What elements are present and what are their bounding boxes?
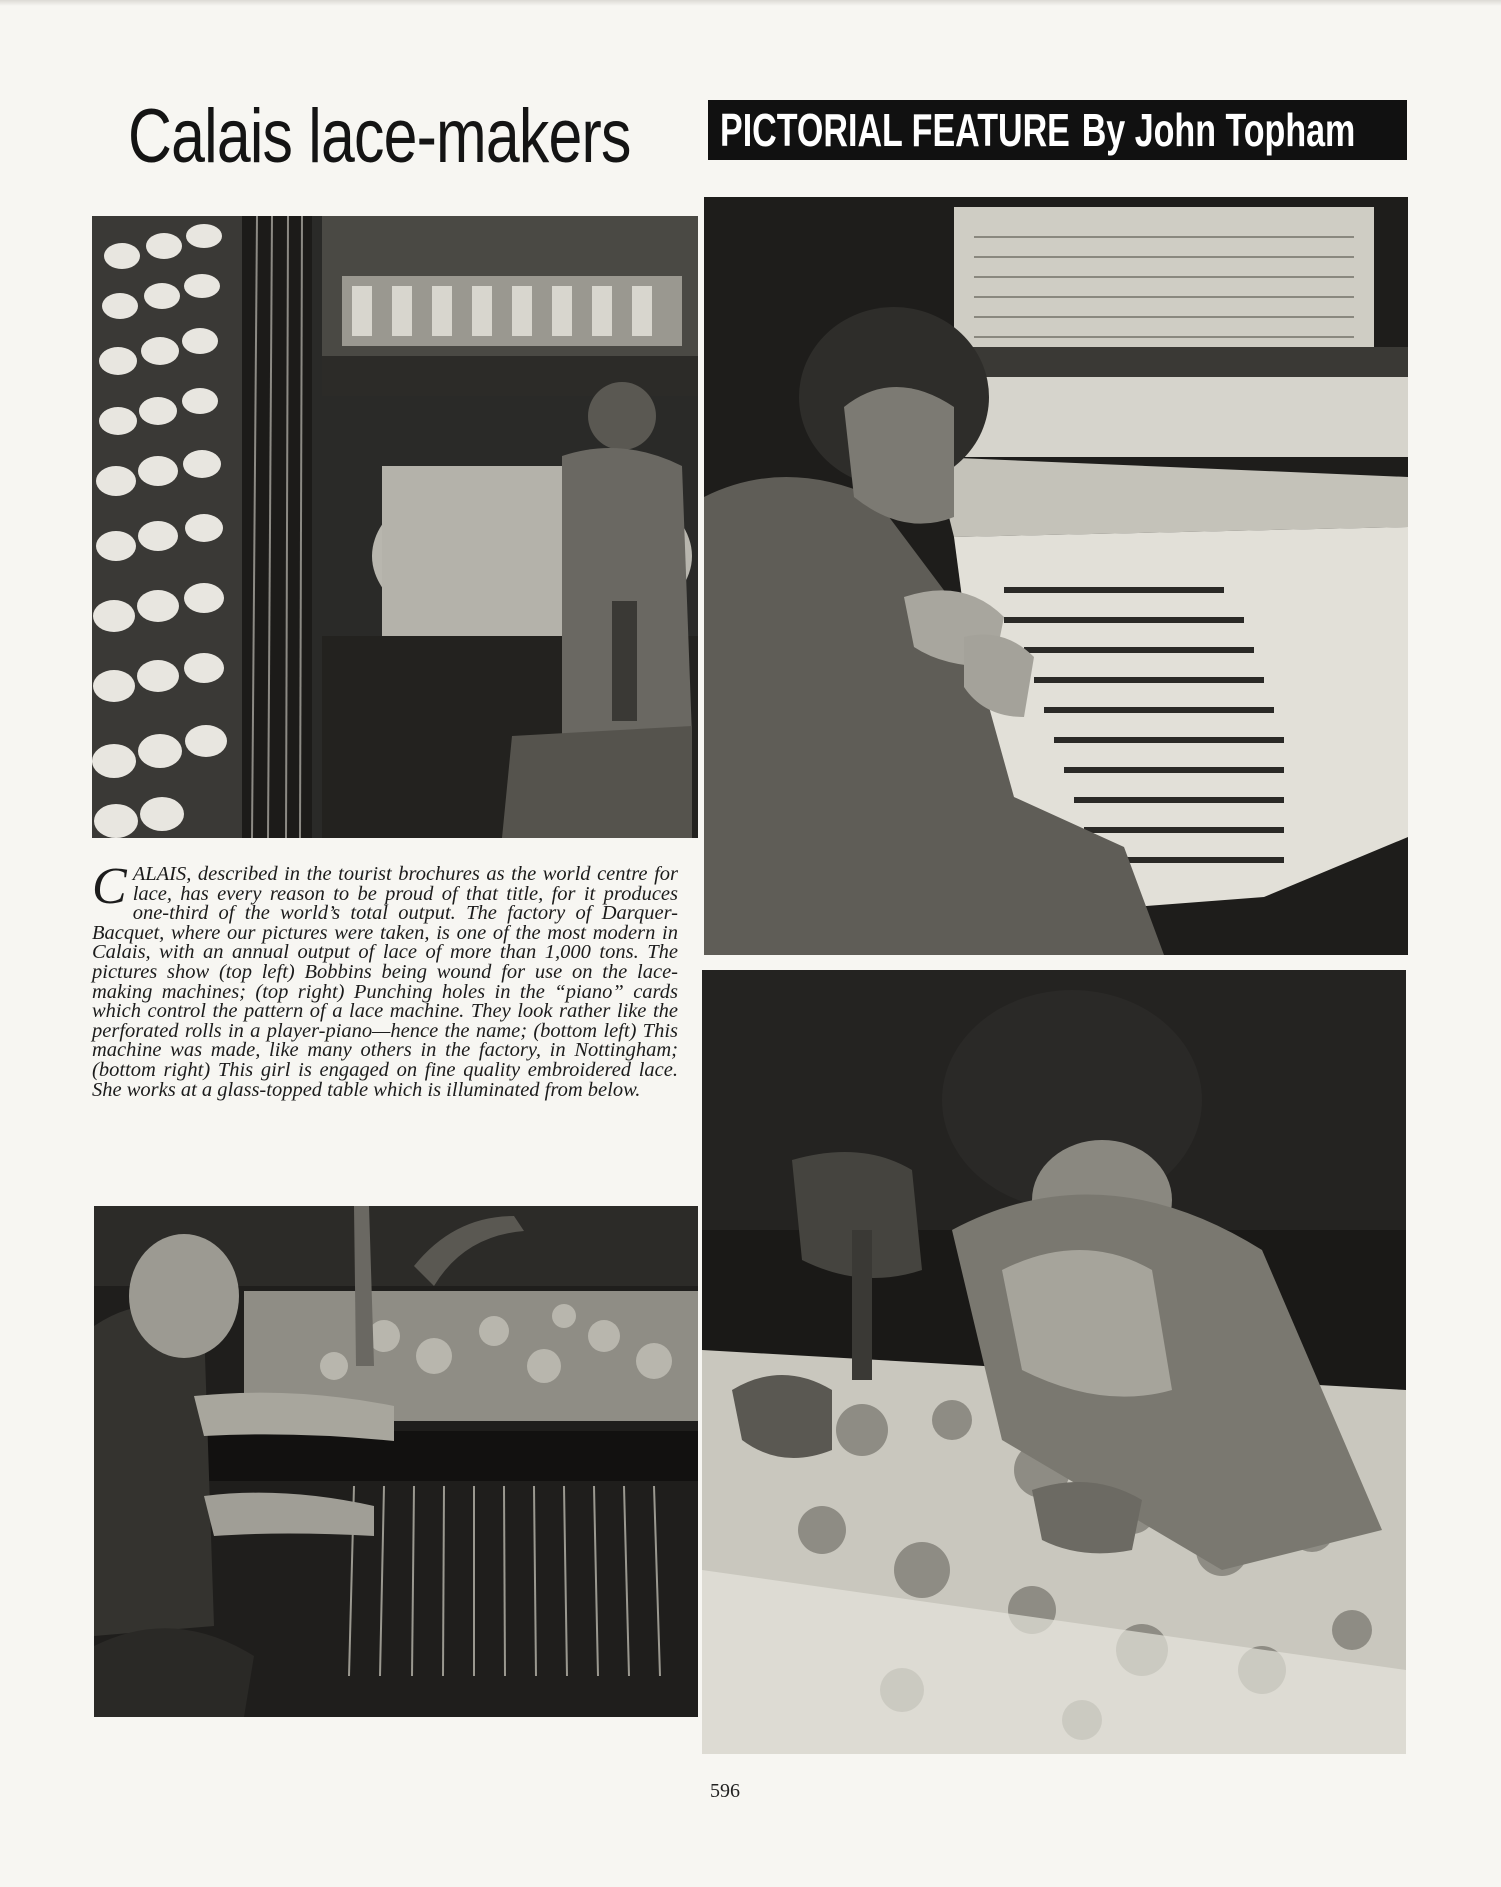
banner-text [720,104,1355,156]
photo-piano-cards [704,197,1408,955]
page-edge-shadow [0,0,1501,6]
photo-embroidery-image [702,970,1406,1754]
caption-text: ALAIS, described in the tourist brochures as the world centre for lace, has every reason to be proud of that title, for it produces one-third of the world’s total output. The factory of Darquer-Bacquet, where our pictures were taken, is one of the most modern in Calais, with an annual output of lace of more than 1,000 tons. The pictures show (top left) Bobbins being wound for use on the lace-making machines; (top right) Punching holes in the “piano” cards which control the pattern of a lace machine. They look rather like the perforated rolls in a player-piano—hence the name; (bottom left) This machine was made, like many others in the factory, in Nottingham; (bottom right) This girl is engaged on fine quality embroidered lace. She works at a glass-topped table which is illuminated from below. [92,863,678,1101]
photo-bobbins-image [92,216,698,838]
feature-label: PICTORIAL FEATURE [720,104,1070,156]
photo-embroidery [702,970,1406,1754]
article-caption [92,858,678,1101]
page-number: 596 [710,1780,740,1802]
photo-bobbins [92,216,698,838]
photo-lace-machine-image [94,1206,698,1717]
photo-lace-machine [94,1206,698,1717]
dropcap: C [92,858,127,915]
byline: By John Topham [1081,104,1356,156]
article-title: Calais lace-makers [128,94,631,179]
photo-piano-cards-image [704,197,1408,955]
feature-banner [708,100,1407,160]
